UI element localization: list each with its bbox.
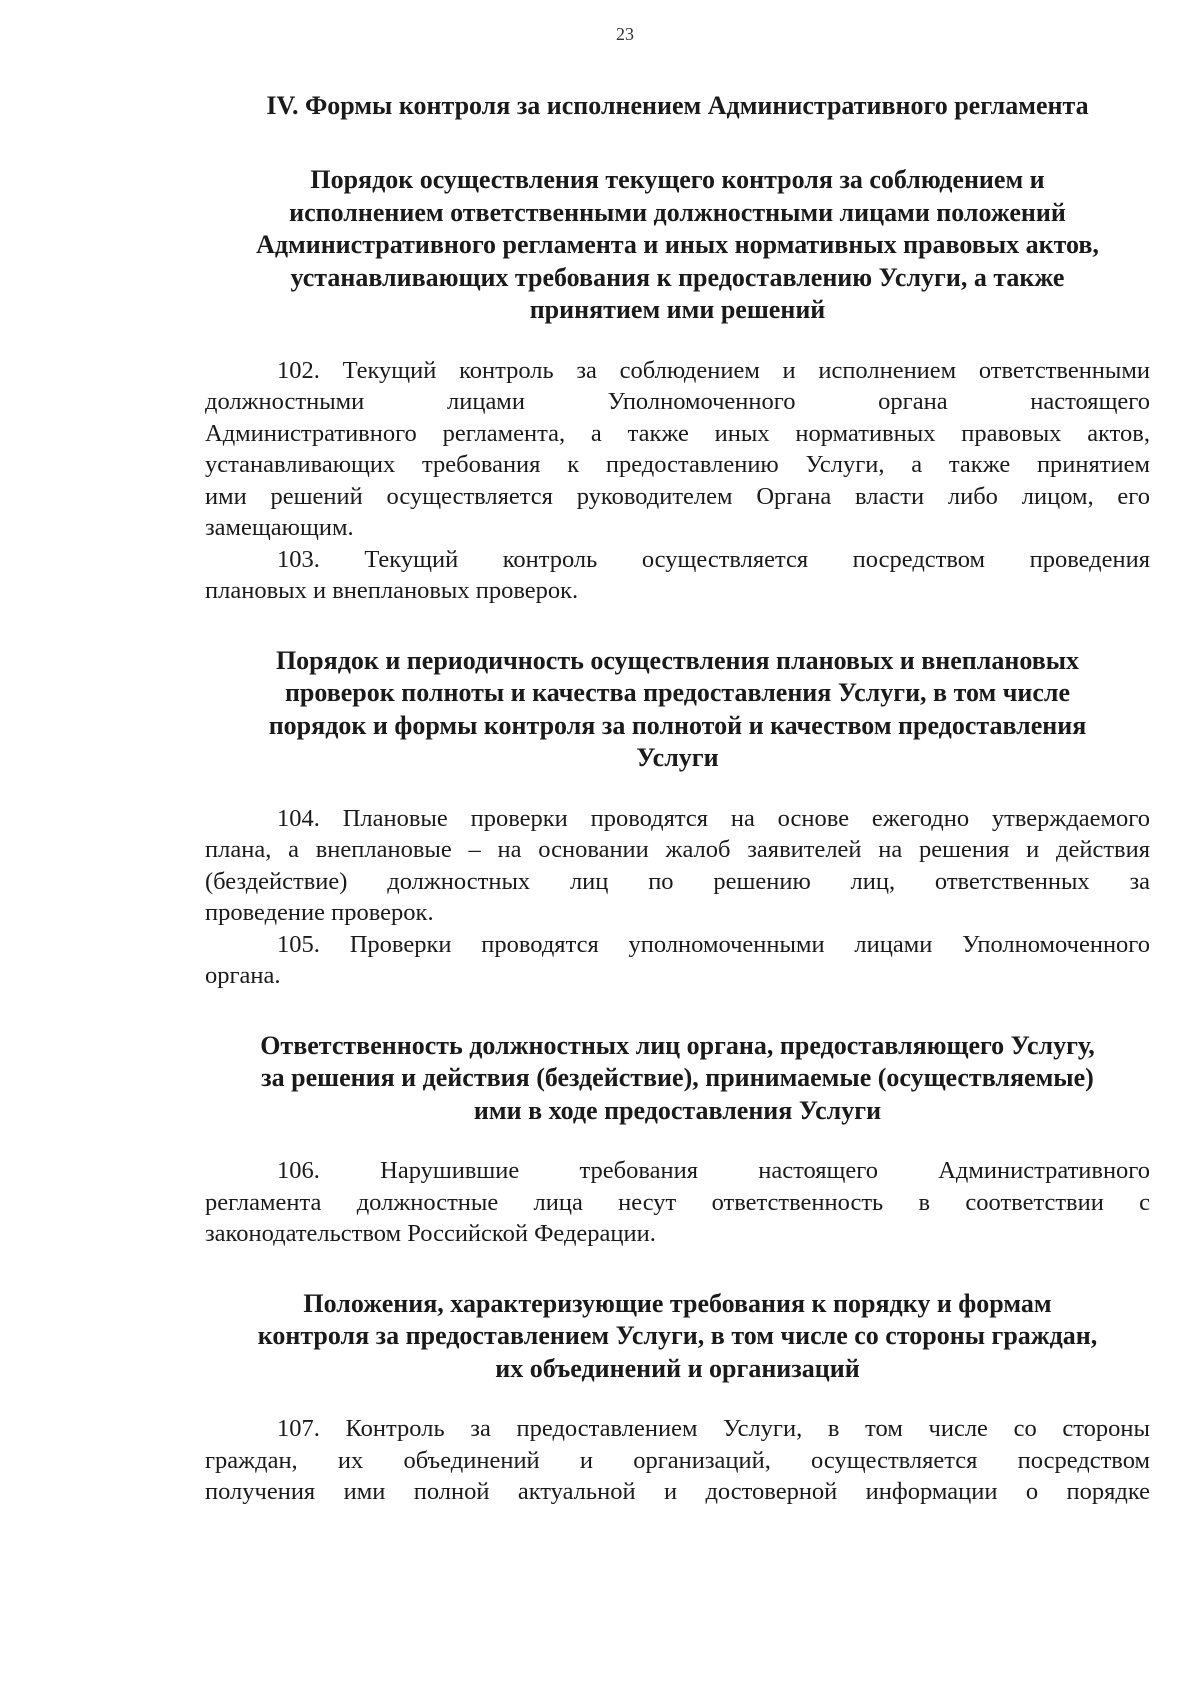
- paragraph-line: замещающим.: [205, 514, 354, 541]
- section-title-line: их объединений и организаций: [495, 1353, 860, 1383]
- paragraph: [205, 1155, 1150, 1250]
- section-title-line: Административного регламента и иных нормативных правовых актов,: [256, 230, 1099, 259]
- section-title-line: проверок полноты и качества предоставления Услуги, в том числе: [284, 678, 1071, 707]
- paragraph-line: 105. Проверки проводятся уполномоченными лицами Уполномоченного: [277, 930, 1150, 958]
- paragraph-line: должностными лицами Уполномоченного органа настоящего: [205, 388, 1150, 415]
- paragraph-line: граждан, их объединений и организаций, осуществляется посредством: [205, 1446, 1150, 1474]
- paragraph-line: 106. Нарушившие требования настоящего Административного: [277, 1157, 1150, 1184]
- section: [205, 1030, 1150, 1288]
- document-body: [205, 90, 1150, 1508]
- paragraph-line: 102. Текущий контроль за соблюдением и исполнением ответственными: [277, 356, 1150, 384]
- section-spacer: [205, 1250, 1150, 1288]
- chapter-title: IV. Формы контроля за исполнением Административного регламента: [266, 91, 1089, 120]
- section-title: [205, 1030, 1150, 1128]
- section: [205, 1288, 1150, 1508]
- paragraph-line: ими решений осуществляется руководителем Органа власти либо лицом, его: [205, 482, 1150, 510]
- paragraph-line: 103. Текущий контроль осуществляется посредством проведения: [277, 545, 1150, 573]
- section-title: [205, 164, 1150, 327]
- section-title-line: порядок и формы контроля за полнотой и качеством предоставления: [268, 710, 1087, 740]
- section-title-line: устанавливающих требования к предоставлению Услуги, а также: [290, 262, 1065, 292]
- section-title-line: ими в ходе предоставления Услуги: [473, 1095, 882, 1125]
- paragraph: [205, 803, 1150, 929]
- section-title-line: Ответственность должностных лиц органа, предоставляющего Услугу,: [260, 1030, 1095, 1060]
- section-title: [205, 1288, 1150, 1386]
- section: [205, 645, 1150, 1030]
- paragraph-line: Административного регламента, а также иных нормативных правовых актов,: [205, 419, 1150, 447]
- paragraph: [205, 929, 1150, 992]
- paragraph-line: 104. Плановые проверки проводятся на основе ежегодно утверждаемого: [277, 804, 1150, 832]
- section-spacer: [205, 607, 1150, 645]
- paragraph: [205, 355, 1150, 544]
- paragraph-line: (бездействие) должностных лиц по решению лиц, ответственных за: [205, 867, 1150, 895]
- paragraph-line: получения ими полной актуальной и достоверной информации о порядке: [205, 1478, 1150, 1505]
- section-title-line: Услуги: [636, 743, 719, 772]
- paragraph-line: органа.: [205, 962, 281, 989]
- section-title: [205, 645, 1150, 775]
- paragraph: [205, 544, 1150, 607]
- paragraph-line: устанавливающих требования к предоставлению Услуги, а также принятием: [205, 451, 1150, 478]
- section-title-line: Порядок осуществления текущего контроля за соблюдением и: [310, 165, 1045, 194]
- paragraph-line: 107. Контроль за предоставлением Услуги, в том числе со стороны: [277, 1415, 1150, 1442]
- paragraph-line: законодательством Российской Федерации.: [205, 1220, 656, 1247]
- section-spacer: [205, 992, 1150, 1030]
- section-title-line: принятием ими решений: [529, 295, 826, 324]
- page-number: 23: [616, 24, 634, 44]
- section-title-line: за решения и действия (бездействие), принимаемые (осуществляемые): [261, 1063, 1094, 1092]
- paragraph-line: плана, а внеплановые – на основании жалоб заявителей на решения и действия: [205, 836, 1150, 863]
- section: [205, 164, 1150, 645]
- section-title-line: исполнением ответственными должностными лицами положений: [289, 197, 1066, 227]
- paragraph-line: проведение проверок.: [205, 899, 434, 926]
- sections-container: [205, 164, 1150, 1508]
- paragraph-line: регламента должностные лица несут ответственность в соответствии с: [205, 1188, 1150, 1216]
- section-title-line: Порядок и периодичность осуществления плановых и внеплановых: [275, 645, 1080, 675]
- paragraph-line: плановых и внеплановых проверок.: [205, 577, 579, 604]
- section-title-line: контроля за предоставлением Услуги, в том числе со стороны граждан,: [257, 1321, 1098, 1350]
- paragraph: [205, 1413, 1150, 1508]
- section-title-line: Положения, характеризующие требования к порядку и формам: [303, 1288, 1052, 1318]
